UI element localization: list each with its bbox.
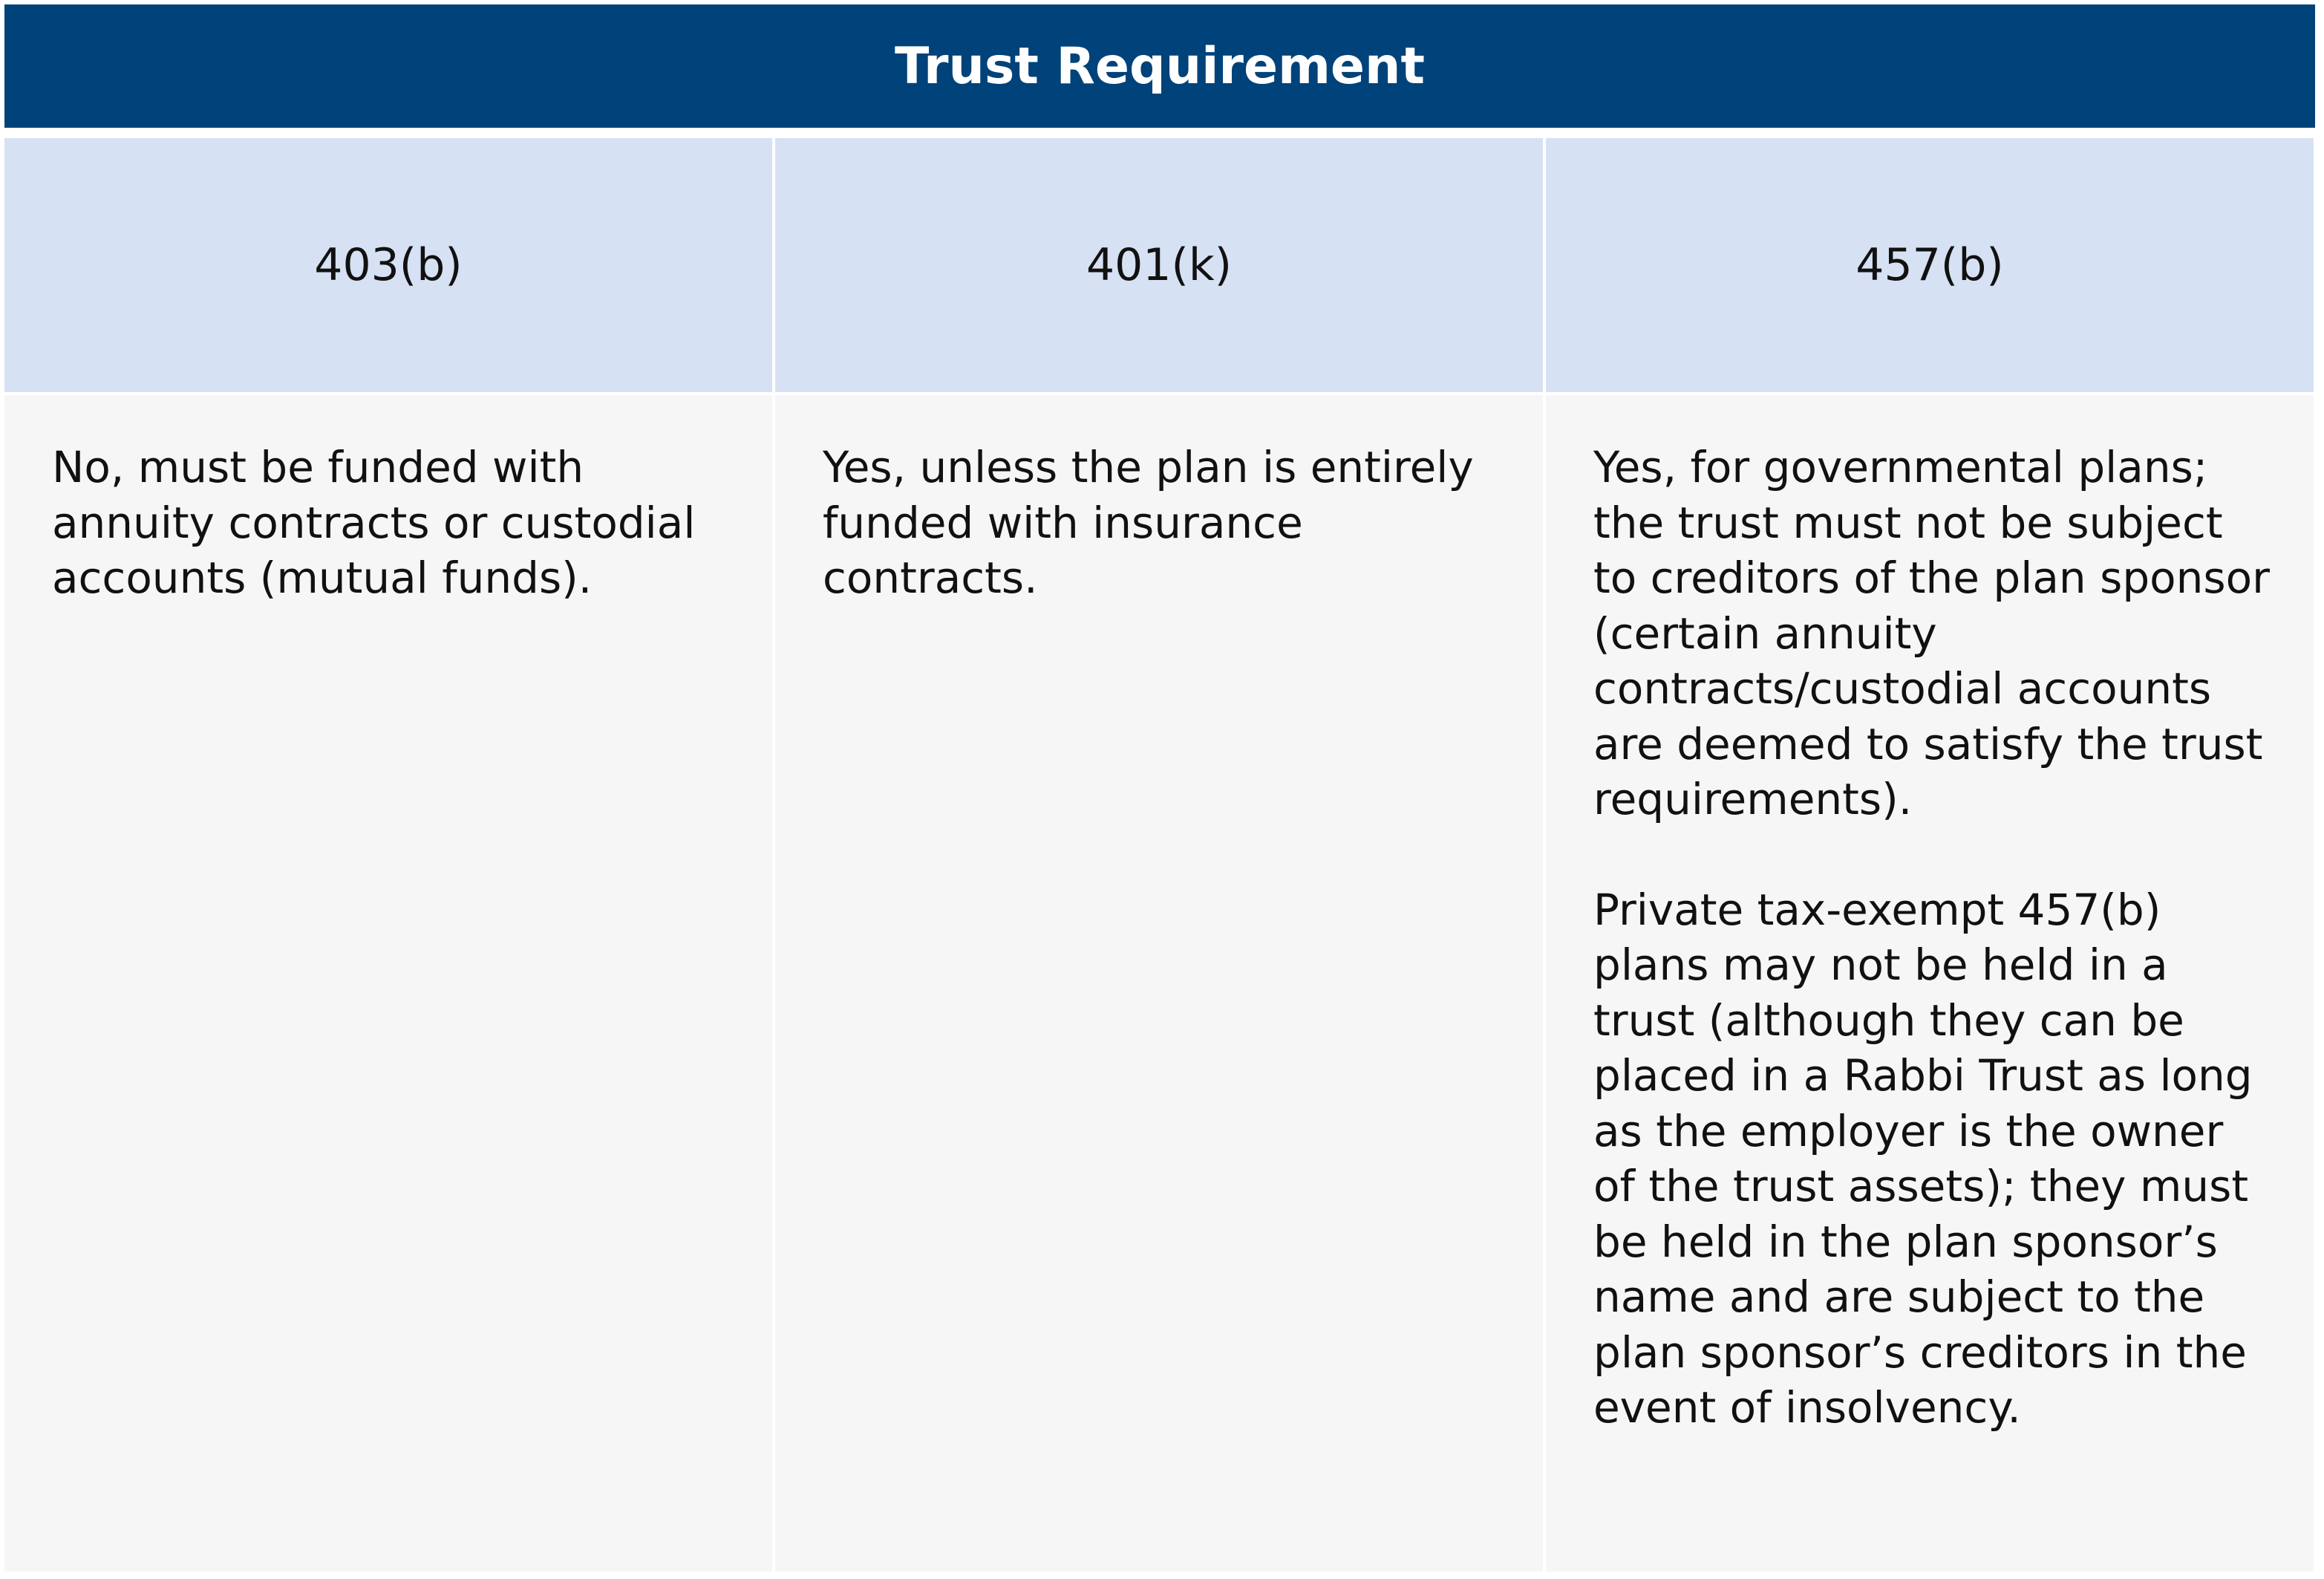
body-text-401k: Yes, unless the plan is entirely funded with insurance contracts. (823, 442, 1474, 603)
body-text-457b-private: Private tax-exempt 457(b) plans may not be held in a trust (although they can be placed in a Rabbi Trust as long as the employer is the owner of the trust assets); they must be held in the plan sponsor’s name and are subject to the plan sponsor’s creditors in the event of insolvency. (1593, 884, 2253, 1433)
header-cell-403b (4, 138, 772, 395)
body-cell-401k (775, 395, 1543, 1572)
table-title-bar (4, 4, 2315, 128)
body-cell-403b (4, 395, 772, 1572)
header-label-401k: 401(k) (1086, 239, 1233, 291)
header-cell-457b (1546, 138, 2314, 395)
title-gap (4, 128, 2315, 138)
header-row (4, 138, 2315, 395)
table-title: Trust Requirement (895, 36, 1425, 96)
body-text-457b-governmental: Yes, for governmental plans; the trust must not be subject to creditors of the plan sponsor (certain annuity contracts/custodial accounts are deemed to satisfy the trust requirements). (1593, 442, 2270, 824)
body-row (4, 395, 2315, 1572)
header-label-457b: 457(b) (1855, 239, 2004, 291)
header-label-403b: 403(b) (314, 239, 463, 291)
body-text-403b: No, must be funded with annuity contracts or custodial accounts (mutual funds). (52, 442, 696, 603)
body-cell-457b (1546, 395, 2314, 1572)
header-cell-401k (775, 138, 1543, 395)
trust-requirement-table (4, 4, 2315, 1572)
